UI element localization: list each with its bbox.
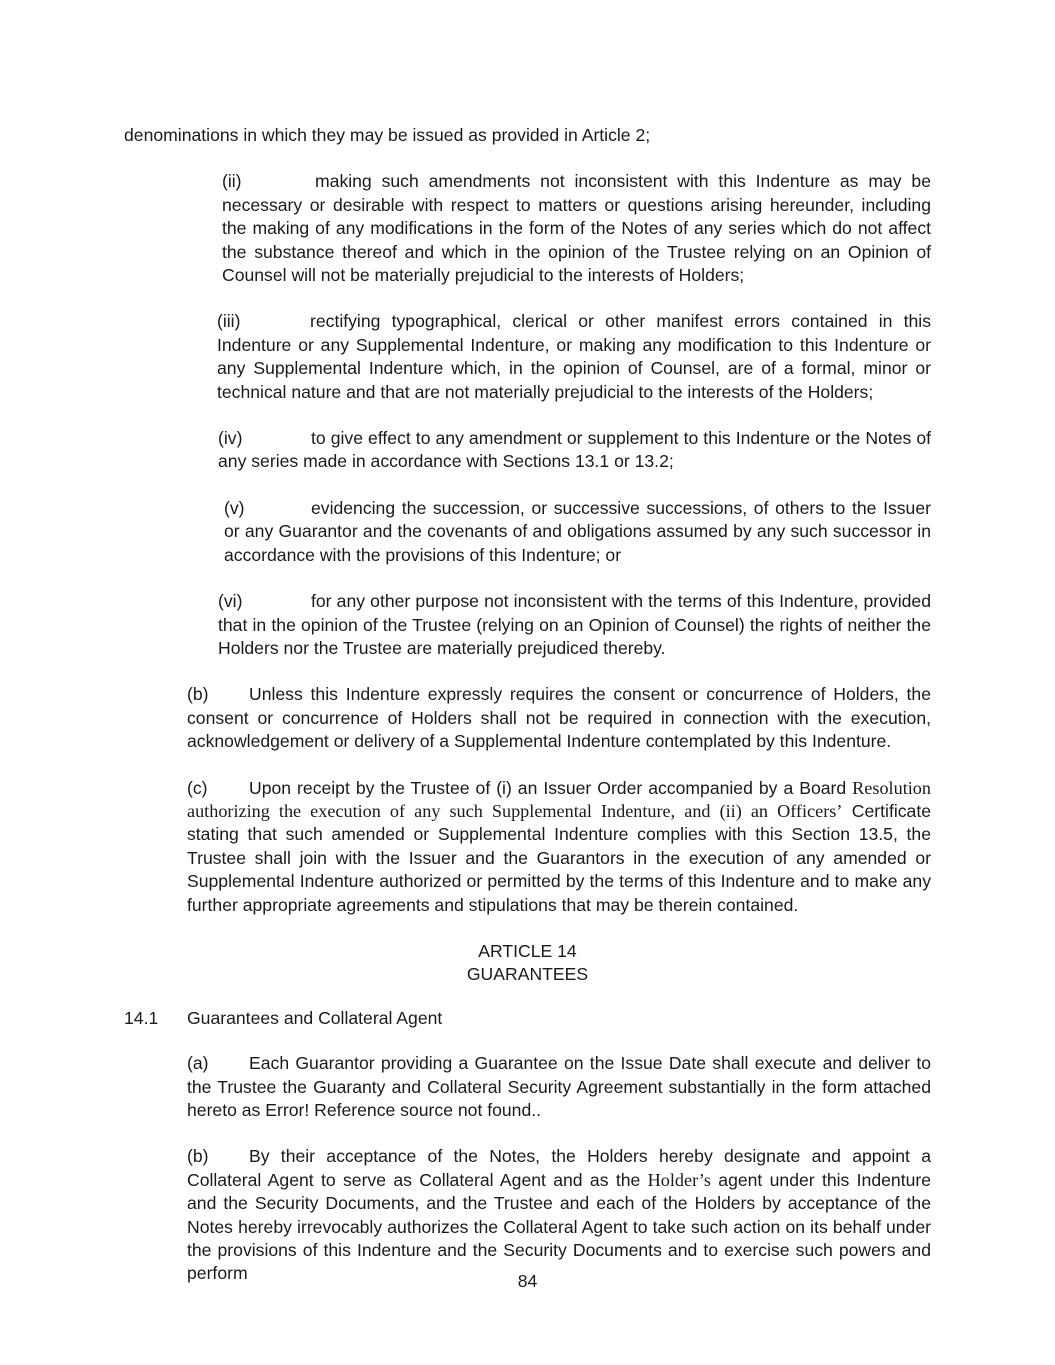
item-label: (v)	[224, 497, 245, 518]
paragraph-label: (a)	[187, 1053, 209, 1074]
item-ii	[124, 170, 931, 287]
paragraph-text-serif: Resolution authorizing the execution of any such Supplemental Indenture, and (ii) an Officers’	[187, 777, 931, 821]
section-title: Guarantees and Collateral Agent	[187, 1007, 443, 1028]
item-label: (ii)	[222, 171, 242, 192]
item-label: (vi)	[218, 591, 243, 612]
item-vi	[124, 590, 931, 660]
article-heading	[124, 940, 931, 987]
intro-line: denominations in which they may be issued as provided in Article 2;	[124, 125, 651, 145]
paragraph-text: Upon receipt by the Trustee of (i) an Issuer Order accompanied by a Board	[249, 777, 847, 798]
item-label: (iv)	[218, 428, 243, 449]
paragraph-c	[124, 777, 931, 917]
item-iii	[124, 310, 931, 404]
paragraph-text: agent under this Indenture and the Security Documents, and the Trustee and each of the Holders by acceptance of the Notes hereby irrevocably authorizes the Collateral Agent to take such action on its behalf under the provisions of this Indenture and the Security Documents and to exercise such powers and perform	[187, 1169, 932, 1284]
section-number: 14.1	[124, 1007, 159, 1028]
paragraph-label: (c)	[187, 777, 208, 798]
page-number: 84	[517, 1271, 538, 1291]
paragraph-text: Unless this Indenture expressly requires the consent or concurrence of Holders, the consent or concurrence of Holders shall not be required in connection with the execution, acknowledgement or delivery of a Supplemental Indenture contemplated by this Indenture.	[187, 684, 931, 752]
item-text: to give effect to any amendment or supplement to this Indenture or the Notes of any series made in accordance with Sections 13.1 or 13.2;	[218, 428, 931, 472]
paragraph-text-serif: Holder’s	[647, 1169, 711, 1190]
document-page	[124, 124, 931, 1309]
item-text: for any other purpose not inconsistent with the terms of this Indenture, provided that in the opinion of the Trustee (relying on an Opinion of Counsel) the rights of neither the Holders nor the Trustee are materially prejudiced thereby.	[218, 591, 931, 658]
item-label: (iii)	[217, 311, 241, 332]
paragraph-label: (b)	[187, 1146, 209, 1167]
paragraph-label: (b)	[187, 684, 209, 705]
paragraph-b	[124, 683, 931, 753]
paragraph-14-b	[124, 1145, 931, 1285]
item-text: making such amendments not inconsistent with this Indenture as may be necessary or desirable with respect to matters or questions arising hereunder, including the making of any modifications in the form of the Notes of any series which do not affect the substance thereof and which in the opinion of the Trustee relying on an Opinion of Counsel will not be materially prejudicial to the interests of Holders;	[222, 171, 931, 286]
article-number: ARTICLE 14	[478, 940, 577, 961]
section-heading	[124, 1007, 931, 1030]
paragraph-text: By their acceptance of the Notes, the Holders hereby designate and appoint a Collateral Agent to serve as Collateral Agent and as the	[187, 1146, 931, 1190]
paragraph-text: Certificate stating that such amended or Supplemental Indenture complies with this Section 13.5, the Trustee shall join with the Issuer and the Guarantors in the execution of any amended or Supplemental Indenture authorized or permitted by the terms of this Indenture and to make any further appropriate agreements and stipulations that may be therein contained.	[187, 800, 931, 915]
paragraph-14-a	[124, 1052, 931, 1122]
paragraph-text: Each Guarantor providing a Guarantee on the Issue Date shall execute and deliver to the Trustee the Guaranty and Collateral Security Agreement substantially in the form attached hereto as Error! Reference source not found..	[187, 1053, 931, 1120]
item-iv	[124, 427, 931, 474]
item-v	[124, 497, 931, 567]
item-text: evidencing the succession, or successive successions, of others to the Issuer or any Guarantor and the covenants of and obligations assumed by any such successor in accordance with the provisions of this Indenture; or	[224, 497, 931, 565]
item-text: rectifying typographical, clerical or other manifest errors contained in this Indenture or any Supplemental Indenture, or making any modification to this Indenture or any Supplemental Indenture which, in the opinion of Counsel, are of a formal, minor or technical nature and that are not materially prejudicial to the interests of the Holders;	[217, 311, 931, 402]
article-title: GUARANTEES	[466, 964, 589, 985]
